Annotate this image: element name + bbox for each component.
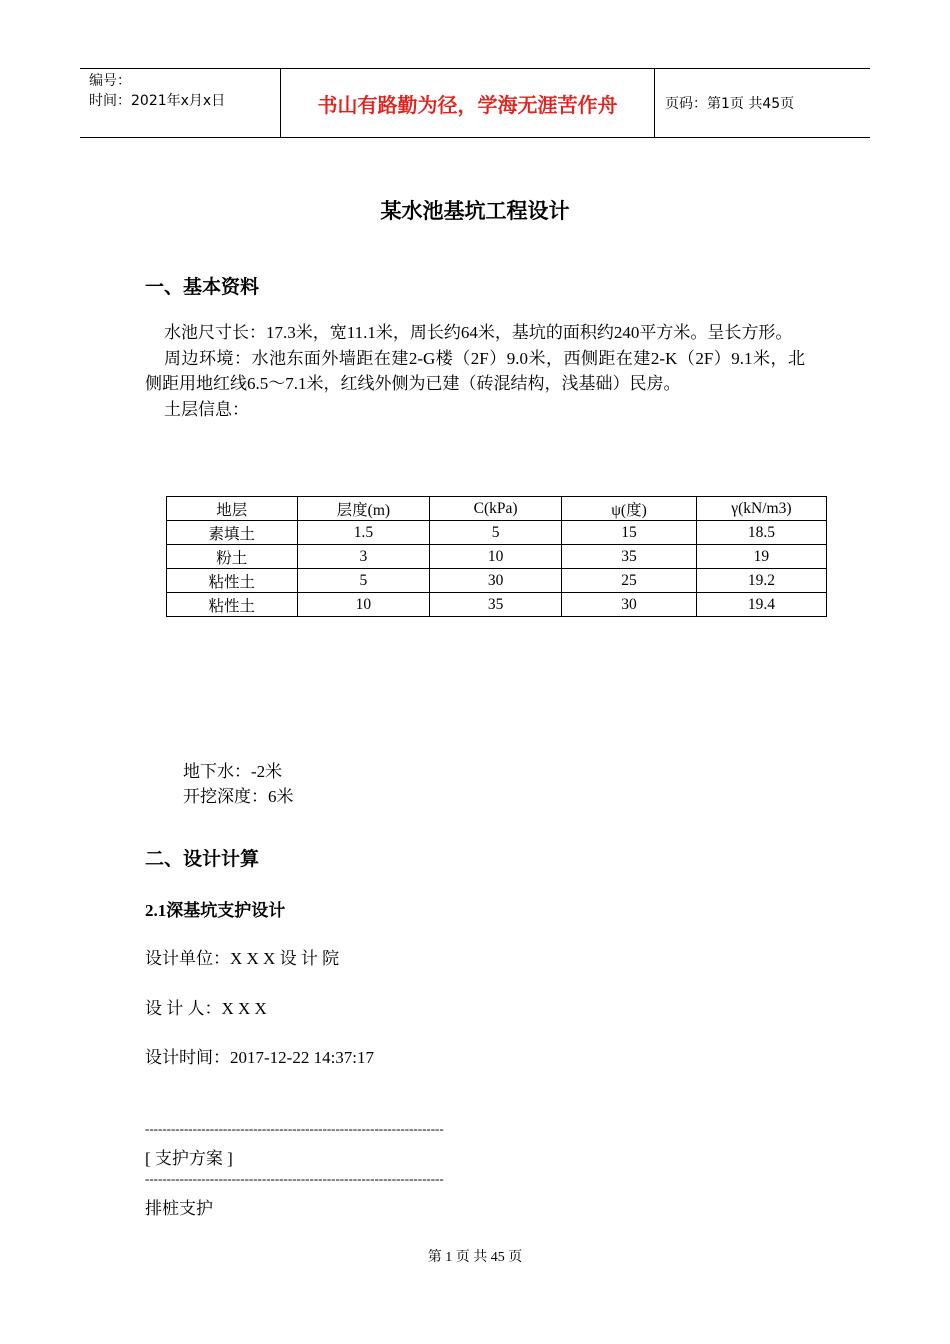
table-cell: 3 [297,545,430,569]
table-header-cell: γ(kN/m3) [696,497,826,521]
header-motto: 书山有路勤为径，学海无涯苦作舟 [281,69,655,137]
divider-line: --------------------------------------------------------------------- [145,1121,444,1136]
time-label: 时间：2021年x月x日 [89,93,226,109]
plan-label: [ 支护方案 ] [145,1149,233,1168]
table-cell: 35 [562,545,697,569]
surroundings-paragraph: 周边环境：水池东面外墙距在建2-G楼（2F）9.0米，西侧距在建2-K（2F）9.1米，北侧距用地红线6.5～7.1米，红线外侧为已建（砖混结构，浅基础）民房。 [145,348,805,393]
excavation-depth-text: 开挖深度：6米 [183,787,294,806]
table-cell: 35 [430,593,562,617]
soil-info-label: 土层信息： [164,399,249,419]
table-cell: 19.2 [696,569,826,593]
table-cell: 10 [430,545,562,569]
table-cell: 5 [297,569,430,593]
table-cell: 18.5 [696,521,826,545]
section-1-body [145,320,805,422]
section-2-heading: 二、设计计算 [145,848,260,870]
section-1-heading: 一、基本资料 [145,276,260,298]
plan-value: 排桩支护 [145,1199,213,1218]
table-cell: 1.5 [297,521,430,545]
table-cell: 粉土 [167,545,298,569]
table-cell: 19.4 [696,593,826,617]
pool-size-paragraph: 水池尺寸长：17.3米，宽11.1米，周长约64米，基坑的面积约240平方米。呈长方形。 [164,323,793,342]
table-cell: 粘性土 [167,593,298,617]
table-row [167,521,827,545]
table-header-cell: C(kPa) [430,497,562,521]
table-cell: 25 [562,569,697,593]
table-header-cell: 层度(m) [297,497,430,521]
design-time-text: 设计时间：2017-12-22 14:37:17 [145,1048,375,1067]
table-cell: 素填土 [167,521,298,545]
page-footer: 第 1 页 共 45 页 [427,1250,523,1265]
table-header-cell: ψ(度) [562,497,697,521]
divider-line: --------------------------------------------------------------------- [145,1171,444,1186]
table-header-row [167,497,827,521]
header-meta [80,69,281,137]
document-title: 某水池基坑工程设计 [380,199,570,223]
table-cell: 15 [562,521,697,545]
subsection-heading: 2.1深基坑支护设计 [145,901,286,920]
design-unit-text: 设计单位：X X X 设 计 院 [145,949,340,968]
table-cell: 5 [430,521,562,545]
table-cell: 30 [430,569,562,593]
soil-table [166,496,827,617]
table-cell: 19 [696,545,826,569]
header-page-info: 页码：第1页 共45页 [665,96,795,112]
page-header [80,68,870,138]
table-row [167,545,827,569]
number-label: 编号： [89,73,131,89]
table-header-cell: 地层 [167,497,298,521]
table-row [167,593,827,617]
table-cell: 粘性土 [167,569,298,593]
table-row [167,569,827,593]
table-cell: 30 [562,593,697,617]
table-cell: 10 [297,593,430,617]
groundwater-text: 地下水：-2米 [183,762,283,781]
designer-text: 设 计 人：X X X [145,999,267,1018]
